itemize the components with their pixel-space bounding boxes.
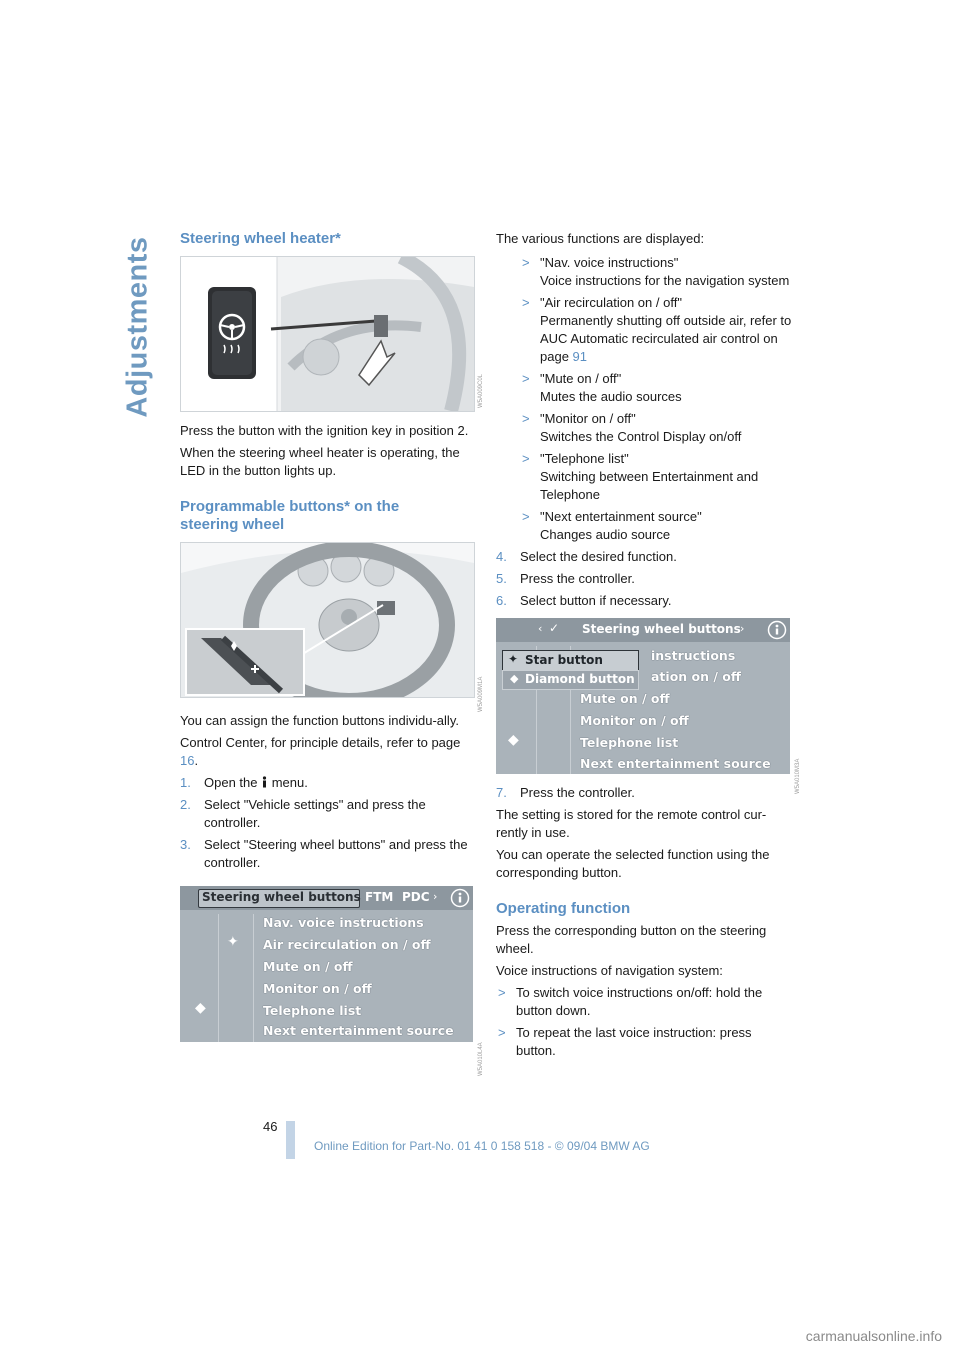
screen1-tab-active[interactable] [198, 889, 360, 908]
screen2-arrow-left-icon: ‹ [538, 622, 543, 635]
step-2-text: Select "Vehicle settings" and press the controller. [204, 797, 426, 830]
step-3-number: 3. [180, 837, 191, 852]
screen1-item-3[interactable]: Mute on / off [263, 959, 353, 974]
heater-paragraph-1: Press the button with the ignition key in position 2. [180, 423, 469, 438]
function-item-5 [520, 450, 792, 504]
programmable-heading-line2: steering wheel [180, 516, 285, 533]
button-assignment-screen [496, 618, 790, 774]
footer-accent-bar [286, 1121, 295, 1159]
steering-heater-figure [180, 256, 475, 412]
stored-paragraph: The setting is stored for the remote control cur-rently in use. [496, 807, 767, 840]
screen2-info-icon[interactable] [767, 620, 787, 640]
screen2-item-3[interactable]: Mute on / off [580, 691, 670, 706]
screen2-item-6[interactable]: Next entertainment source [580, 756, 771, 771]
step-3 [180, 836, 475, 872]
function-2-name: "Air recirculation on / off" [540, 295, 682, 310]
screen1-tab-pdc[interactable]: PDC [402, 890, 430, 904]
section-title [118, 232, 158, 422]
left-column [180, 230, 475, 1042]
function-steps [496, 548, 792, 610]
function-step-7 [496, 784, 792, 802]
screen2-item-4[interactable]: Monitor on / off [580, 713, 689, 728]
step-3-text: Select "Steering wheel buttons" and press the controller. [204, 837, 468, 870]
function-item-1 [520, 254, 792, 290]
function-5-desc: Switching between Entertainment and Telephone [540, 469, 759, 502]
function-5-name: "Telephone list" [540, 451, 629, 466]
bullet-arrow-icon: > [498, 1025, 506, 1040]
step-4 [496, 548, 792, 566]
screen1-tab-active-label: Steering wheel buttons [202, 890, 361, 904]
star-button-label: Star button [525, 653, 603, 667]
bullet-arrow-icon: > [498, 985, 506, 1000]
page-link-16[interactable]: 16 [180, 753, 195, 768]
screen1-item-5[interactable]: Telephone list [263, 1003, 362, 1018]
function-1-desc: Voice instructions for the navigation system [540, 273, 790, 288]
programmable-paragraph-2-end: . [194, 753, 199, 768]
functions-list [496, 254, 792, 544]
function-4-name: "Monitor on / off" [540, 411, 636, 426]
screen1-divider-1 [218, 914, 219, 1042]
functions-intro: The various functions are displayed: [496, 231, 705, 246]
operating-item-1-text: To switch voice instructions on/off: hold the button down. [516, 985, 763, 1018]
programmable-steps [180, 774, 475, 872]
operating-paragraph-1: Press the corresponding button on the steering wheel. [496, 923, 767, 956]
function-4-desc: Switches the Control Display on/off [540, 429, 742, 444]
programmable-paragraph-2 [180, 734, 475, 770]
screen1-tab-ftm[interactable]: FTM [365, 890, 394, 904]
screen1-divider-2 [253, 914, 254, 1042]
step-2-number: 2. [180, 797, 191, 812]
right-column [496, 230, 792, 1064]
function-2-desc: Permanently shutting off outside air, refer to AUC Automatic recirculated air control on page [540, 313, 792, 364]
screen1-arrow-right-icon: › [433, 890, 438, 903]
step-7-number: 7. [496, 785, 507, 800]
step-4-text: Select the desired function. [520, 549, 677, 564]
screen1-diamond-icon: ◆ [195, 1000, 206, 1016]
programmable-paragraph-1: You can assign the function buttons individu-ally. [180, 713, 459, 728]
diamond-button-option[interactable] [502, 670, 639, 690]
watermark: carmanualsonline.info [805, 1328, 942, 1344]
screen1-star-icon: ✦ [227, 934, 239, 950]
step-6-text: Select button if necessary. [520, 593, 672, 608]
programmable-heading [180, 498, 475, 534]
step-7-text: Press the controller. [520, 785, 635, 800]
step-1-number: 1. [180, 775, 191, 790]
step-1-text: Open the [204, 775, 262, 790]
programmable-paragraph-2-text: Control Center, for principle details, refer to page [180, 735, 461, 750]
function-6-name: "Next entertainment source" [540, 509, 702, 524]
bullet-arrow-icon: > [522, 451, 530, 466]
screen1-item-6[interactable]: Next entertainment source [263, 1023, 454, 1038]
function-item-6 [520, 508, 792, 544]
operating-item-1 [496, 984, 792, 1020]
section-title-text: Adjustments [121, 236, 154, 418]
step-5-number: 5. [496, 571, 507, 586]
page-number: 46 [263, 1119, 278, 1134]
screen1-info-icon[interactable] [450, 888, 470, 908]
step-1 [180, 774, 475, 792]
screen2-image-tag: W5A010M3A [795, 758, 801, 794]
bullet-arrow-icon: > [522, 509, 530, 524]
heater-heading: Steering wheel heater* [180, 230, 341, 247]
step-5 [496, 570, 792, 588]
star-button-option[interactable] [502, 650, 639, 671]
bullet-arrow-icon: > [522, 411, 530, 426]
operating-paragraph-2: Voice instructions of navigation system: [496, 963, 723, 978]
operating-heading: Operating function [496, 900, 631, 917]
steering-wheel-buttons-screen [180, 886, 473, 1042]
operating-item-2 [496, 1024, 792, 1060]
function-6-desc: Changes audio source [540, 527, 671, 542]
steering-wheel-buttons-figure [180, 542, 475, 698]
screen2-item-1[interactable]: instructions [651, 648, 736, 663]
star-icon: ✦ [508, 652, 519, 666]
step-1-text-end: menu. [268, 775, 308, 790]
diamond-button-label: Diamond button [525, 672, 635, 686]
step-5-text: Press the controller. [520, 571, 635, 586]
screen2-item-2[interactable]: ation on / off [651, 669, 742, 684]
steering-heater-illustration [181, 257, 474, 411]
bullet-arrow-icon: > [522, 371, 530, 386]
page-link-91[interactable]: 91 [572, 349, 588, 364]
screen1-item-2[interactable]: Air recirculation on / off [263, 937, 431, 952]
function-3-desc: Mutes the audio sources [540, 389, 682, 404]
screen1-item-1[interactable]: Nav. voice instructions [263, 915, 424, 930]
step-2 [180, 796, 475, 832]
function-1-name: "Nav. voice instructions" [540, 255, 679, 270]
screen1-item-4[interactable]: Monitor on / off [263, 981, 372, 996]
wheel-image-tag: W5A009M1A [478, 676, 484, 712]
step-7 [496, 784, 792, 802]
operating-item-2-text: To repeat the last voice instruction: press button. [516, 1025, 752, 1058]
screen2-title: Steering wheel buttons [582, 622, 741, 636]
step-6-number: 6. [496, 593, 507, 608]
step-4-number: 4. [496, 549, 507, 564]
bullet-arrow-icon: > [522, 295, 530, 310]
function-item-2 [520, 294, 792, 366]
function-3-name: "Mute on / off" [540, 371, 622, 386]
step-6 [496, 592, 792, 610]
function-item-4 [520, 410, 792, 446]
operate-paragraph: You can operate the selected function using the corresponding button. [496, 847, 770, 880]
footer-edition: Online Edition for Part-No. 01 41 0 158 518 - © 09/04 BMW AG [314, 1139, 650, 1153]
screen2-item-5[interactable]: Telephone list [580, 735, 679, 750]
screen2-arrow-right-icon: › [740, 622, 745, 635]
operating-list [496, 984, 792, 1060]
diamond-icon: ◆ [510, 672, 519, 685]
bullet-arrow-icon: > [522, 255, 530, 270]
programmable-heading-line1: Programmable buttons* on the [180, 498, 400, 515]
heater-paragraph-2: When the steering wheel heater is operating, the LED in the button lights up. [180, 445, 460, 478]
screen1-image-tag: W5A010L4A [478, 1042, 484, 1076]
steering-wheel-illustration [181, 543, 474, 697]
function-item-3 [520, 370, 792, 406]
screen2-diamond-icon: ◆ [508, 732, 519, 748]
screen2-check-icon: ✓ [549, 621, 560, 635]
heater-image-tag: W5A009C0L [478, 373, 484, 408]
